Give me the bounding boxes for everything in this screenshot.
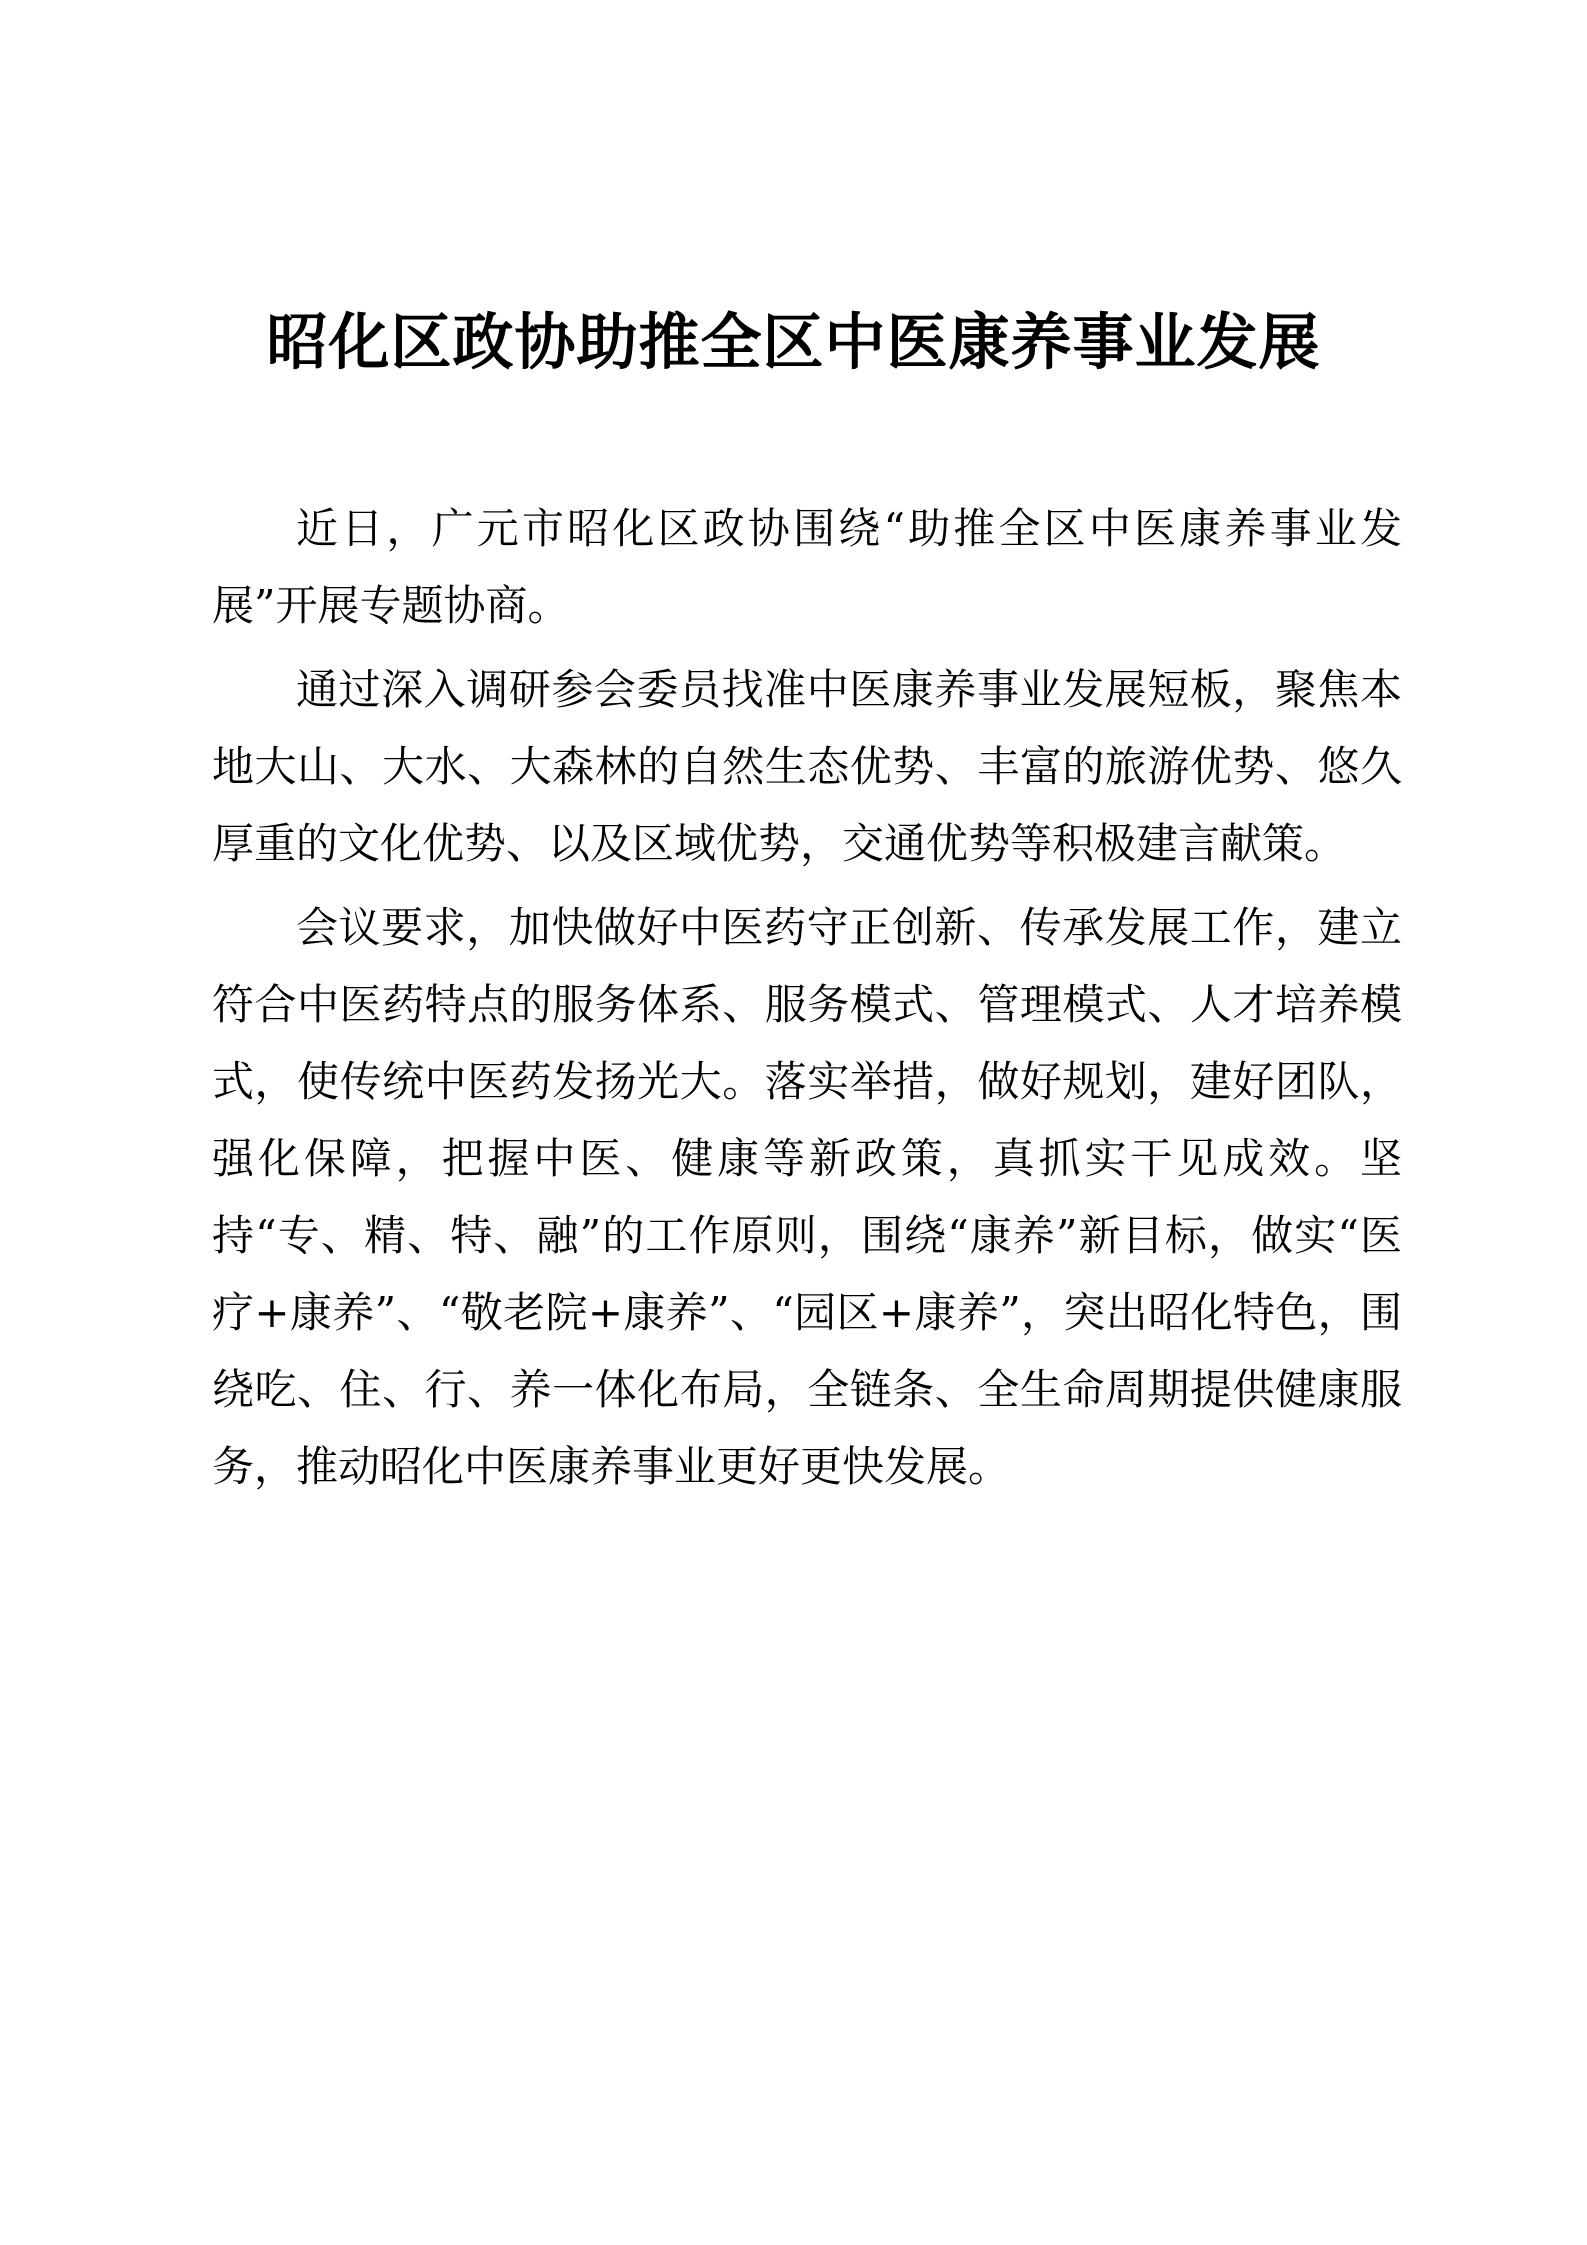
paragraph-requirements: 会议要求，加快做好中医药守正创新、传承发展工作，建立符合中医药特点的服务体系、服务模式、管理模式、人才培养模式，使传统中医药发扬光大。落实举措，做好规划，建好团队，强化保障，把握中医、健康等新政策，真抓实干见成效。坚持“专、精、特、融”的工作原则，围绕“康养”新目标，做实“医疗+康养”、“敬老院+康养”、“园区+康养”，突出昭化特色，围绕吃、住、行、养一体化布局，全链条、全生命周期提供健康服务，推动昭化中医康养事业更好更快发展。 [212, 903, 1402, 1491]
document-body [212, 490, 1402, 1512]
paragraph-research: 通过深入调研参会委员找准中医康养事业发展短板，聚焦本地大山、大水、大森林的自然生态优势、丰富的旅游优势、悠久厚重的文化优势、以及区域优势，交通优势等积极建言献策。 [212, 665, 1402, 868]
document-title: 昭化区政协助推全区中医康养事业发展 [266, 307, 1321, 378]
paragraph-intro: 近日，广元市昭化区政协围绕“助推全区中医康养事业发展”开展专题协商。 [212, 504, 1402, 630]
